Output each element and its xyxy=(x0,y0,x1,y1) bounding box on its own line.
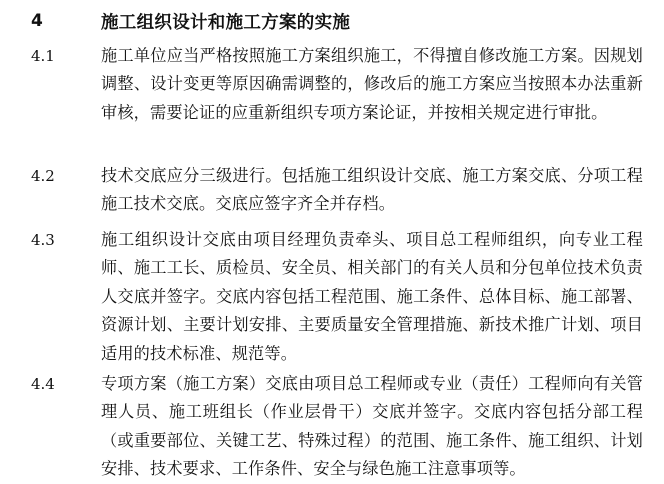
clause-number: 4.1 xyxy=(31,47,55,65)
clause-number: 4.4 xyxy=(31,375,55,393)
clause-number: 4.2 xyxy=(31,167,55,185)
section-heading xyxy=(31,6,350,36)
clause-text: 技术交底应分三级进行。包括施工组织设计交底、施工方案交底、分项工程施工技术交底。交底应签字齐全并存档。 xyxy=(101,166,643,214)
section-title: 施工组织设计和施工方案的实施 xyxy=(101,12,351,33)
clause-text: 施工组织设计交底由项目经理负责牵头、项目总工程师组织，向专业工程师、施工工长、质检员、安全员、相关部门的有关人员和分包单位技术负责人交底并签字。交底内容包括工程范围、施工条件、总体目标、施工部署、资源计划、主要计划安排、主要质量安全管理措施、新技术推广计划、项目适用的技术标准、规范等。 xyxy=(101,230,643,363)
clause-text: 专项方案（施工方案）交底由项目总工程师或专业（责任）工程师向有关管理人员、施工班组长（作业层骨干）交底并签字。交底内容包括分部工程（或重要部位、关键工艺、特殊过程）的范围、施工条件、施工组织、计划安排、技术要求、工作条件、安全与绿色施工注意事项等。 xyxy=(101,374,643,479)
section-number: 4 xyxy=(31,11,43,31)
clause-text: 施工单位应当严格按照施工方案组织施工，不得擅自修改施工方案。因规划调整、设计变更等原因确需调整的，修改后的施工方案应当按照本办法重新审核，需要论证的应重新组织专项方案论证，并按相关规定进行审批。 xyxy=(101,46,643,122)
clause-number: 4.3 xyxy=(31,231,55,249)
